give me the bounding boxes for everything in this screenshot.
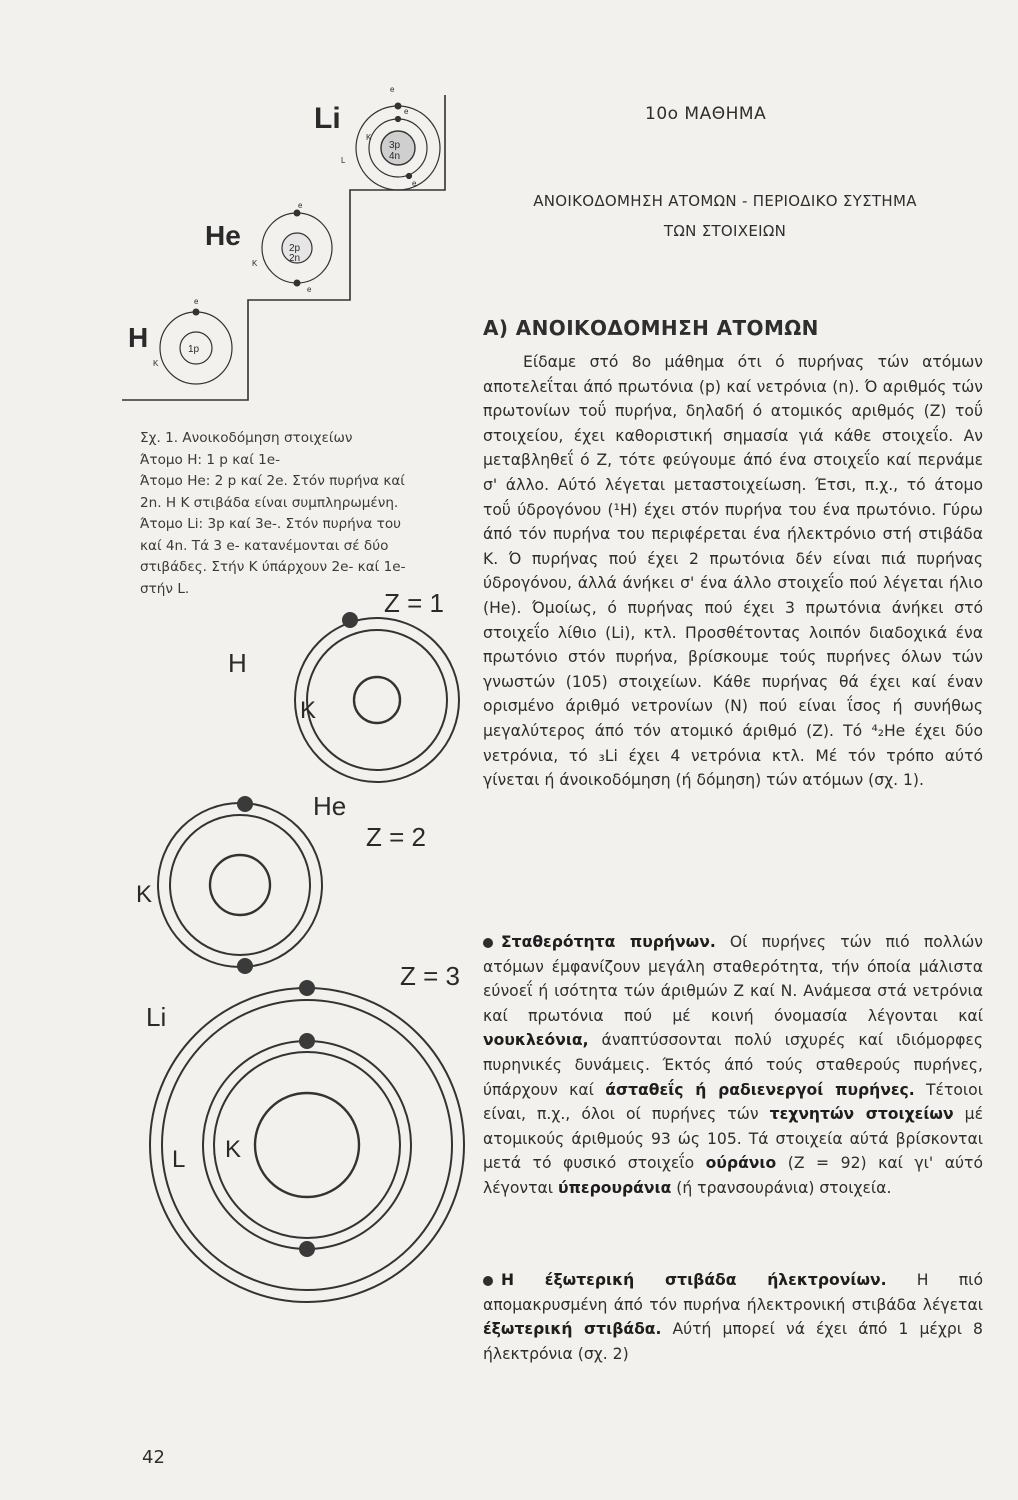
- paragraph-stability: [483, 930, 983, 1201]
- he-large-z: Z = 2: [366, 822, 426, 852]
- li-large-shell-l: L: [172, 1146, 186, 1173]
- bullet-icon: [483, 938, 493, 948]
- he-small-electron-label: e: [307, 285, 312, 294]
- page-number: 42: [142, 1447, 165, 1468]
- nucleons-term: νουκλεόνια,: [483, 1031, 589, 1050]
- caption-line: Άτομο He: 2 p καί 2e. Στόν πυρήνα καί: [140, 473, 405, 489]
- h-small-label: H: [128, 322, 149, 353]
- outer-shell-heading: Η έξωτερική στιβάδα ήλεκτρονίων.: [501, 1271, 887, 1289]
- section-heading: Α) ΑΝΟΙΚΟΔΟΜΗΣΗ ΑΤΟΜΩΝ: [483, 316, 819, 340]
- electron-dot: [294, 280, 300, 286]
- he-atom-large: [158, 796, 322, 974]
- electron-dot: [294, 210, 300, 216]
- li-small-label: Li: [314, 102, 341, 135]
- electron-dot: [395, 116, 400, 121]
- paragraph-build-up: Είδαμε στό 8ο μάθημα ότι ό πυρήνας τών ατόμων αποτελεΐται άπό πρωτόνια (p) καί νετρόνια (n). Ό αριθμός τών πρωτονίων τοΰ πυρήνα, δηλαδή ό ατομικός αριθμός (Ζ) τοΰ στοιχείου, έχει καθοριστική σημασία γιά κάθε στοιχεΐο. Αν μεταβληθεΐ ό Ζ, τότε φεύγουμε άπό ένα στοιχεΐο καί περνάμε σ' άλλο. Αύτό λέγεται μεταστοιχείωση. Έτσι, π.χ., τό άτομο τοΰ ύδρογόνου (¹H) έχει στόν πυρήνα του ένα πρωτόνιο. Γύρω άπό τόν πυρήνα του περιφέρεται ένα ήλεκτρόνιο στή στιβάδα Κ. Ό πυρήνας πού έχει 2 πρωτόνια δέν είναι πιά πυρήνας ύδρογόνου, άλλά άνήκει σ' ένα άλλο στοιχεΐο πού λέγεται ήλιο (He). Όμοίως, ό πυρήνας πού έχει 3 πρωτόνια άνήκει στό στοιχεΐο λίθιο (Li), κτλ. Προσθέτοντας λοιπόν διαδοχικά ένα πρωτόνιο στόν πυρήνα, βρίσκουμε τούς πυρήνες όλων τών γνωστών (105) στοιχείων. Κάθε πυρήνας θά έχει καί έναν ορισμένο άριθμό νετρονίων (Ν) πού είναι ΐσος ή συνήθως μεγαλύτερος άπό τόν ατομικό άριθμό (Ζ). Τό ⁴₂He έχει δύο νετρόνια, τό ₃Li έχει 4 νετρόνια κτλ. Μέ τόν τρόπο αύτό γίνεται ή άνοικοδόμηση (ή δόμηση) τών ατόμων (σχ. 1).: [483, 353, 983, 790]
- he-nucleus-p: 2p: [289, 243, 301, 254]
- artificial-term: τεχνητών στοιχείων: [769, 1105, 954, 1124]
- unstable-term: άσταθεΐς ή ραδιενεργοί πυρήνες.: [605, 1080, 915, 1099]
- caption-line: Άτομο Η: 1 p καί 1e-: [140, 451, 281, 468]
- caption-line: στιβάδες. Στήν Κ ύπάρχουν 2e- καί 1e-: [140, 559, 406, 575]
- caption-line: Σχ. 1. Ανοικοδόμηση στοιχείων: [140, 430, 353, 446]
- outer-text-1: Η πιό απομακρυσμένη άπό τόν πυρήνα ήλεκτρονική στιβάδα λέγεται: [483, 1271, 983, 1314]
- electron-dot: [299, 1033, 315, 1049]
- h-small-electron-label: e: [194, 297, 199, 306]
- stability-text-2: άναπτύσσονται πολύ ισχυρές καί ιδιόμορφες πυρηνικές δυνάμεις. Έκτός άπό τούς σταθερούς πυρήνες, ύπάρχουν καί: [483, 1031, 983, 1099]
- h-nucleus-p: 1p: [188, 344, 200, 355]
- stability-text-1: Οί πυρήνες τών πιό πολλών ατόμων έμφανίζουν μεγάλη σταθερότητα, τήν όποία μάλιστα εύνοεΐ ή ισότητα τών άριθμών Ζ καί Ν. Ανάμεσα στά νετρόνια καί πρωτόνια πού μέ κοινή όνομασία λέγονται καί: [483, 933, 983, 1025]
- bullet-icon: [483, 1276, 493, 1286]
- h-atom-large: [295, 612, 459, 782]
- stability-heading: Σταθερότητα πυρήνων.: [501, 933, 716, 951]
- paragraph-outer-shell: [483, 1268, 983, 1366]
- transuranic-term: ύπερουράνια: [558, 1178, 672, 1197]
- electron-dot: [395, 103, 401, 109]
- caption-line: στήν L.: [140, 580, 190, 597]
- electron-dot: [193, 309, 199, 315]
- stability-text-5: (Ζ = 92) καί γι' αύτό λέγονται: [483, 1154, 983, 1197]
- lesson-title: [475, 186, 975, 246]
- lesson-title-line2: ΤΩΝ ΣΤΟΙΧΕΙΩΝ: [663, 222, 787, 240]
- caption-line: καί 4n. Τά 3 e- κατανέμονται σέ δύο: [140, 537, 389, 554]
- li-nucleus-p: 3p: [389, 140, 401, 151]
- uranium-term: ούράνιο: [705, 1154, 777, 1173]
- li-small-shell-l: L: [341, 156, 346, 165]
- electron-dot: [299, 1241, 315, 1257]
- he-large-label: He: [313, 791, 347, 821]
- lesson-title-line1: ΑΝΟΙΚΟΔΟΜΗΣΗ ΑΤΟΜΩΝ - ΠΕΡΙΟΔΙΚΟ ΣΥΣΤΗΜΑ: [533, 192, 917, 210]
- electron-dot: [237, 796, 253, 812]
- stability-text-3: Τέτοιοι είναι, π.χ., όλοι οί πυρήνες τών: [483, 1080, 983, 1124]
- h-large-z: Z = 1: [384, 588, 444, 618]
- li-small-shell-k: K: [366, 133, 372, 142]
- li-nucleus-n: 4n: [389, 151, 401, 162]
- li-small-electron-label: e: [412, 179, 417, 188]
- he-small-label: He: [205, 220, 241, 251]
- he-nucleus-n: 2n: [289, 253, 301, 264]
- h-small-shell-k: K: [153, 359, 159, 368]
- li-large-label: Li: [146, 1002, 167, 1032]
- chapter-title: 10ο ΜΑΘΗΜΑ: [645, 104, 767, 124]
- caption-line: Άτομο Li: 3p καί 3e-. Στόν πυρήνα του: [140, 516, 402, 532]
- stability-text-4: μέ ατομικούς άριθμούς 93 ώς 105. Τά στοιχεία αύτά βρίσκονται μετά τό φυσικό στοιχεΐο: [483, 1105, 983, 1173]
- h-large-shell-k: K: [300, 697, 317, 724]
- li-small-electron-label: e: [390, 85, 395, 94]
- electron-dot: [299, 980, 315, 996]
- figure1-caption: [140, 428, 458, 600]
- h-large-label: H: [228, 648, 247, 678]
- outer-shell-term: έξωτερική στιβάδα.: [483, 1320, 662, 1339]
- li-large-z: Z = 3: [400, 961, 460, 991]
- electron-dot: [342, 612, 358, 628]
- electron-dot: [406, 173, 411, 178]
- li-large-shell-k: K: [225, 1136, 242, 1163]
- stability-text-6: (ή τρανσουράνια) στοιχεία.: [671, 1178, 892, 1197]
- he-large-shell-k: K: [136, 881, 153, 908]
- caption-line: 2n. Η Κ στιβάδα είναι συμπληρωμένη.: [140, 494, 399, 511]
- electron-dot: [237, 958, 253, 974]
- he-small-electron-label: e: [298, 201, 303, 210]
- he-small-shell-k: K: [252, 259, 258, 268]
- li-small-electron-label: e: [404, 107, 409, 116]
- outer-text-2: Αύτή μπορεί νά έχει άπό 1 μέχρι 8 ήλεκτρόνια (σχ. 2): [483, 1320, 983, 1363]
- li-atom-large: [150, 980, 464, 1302]
